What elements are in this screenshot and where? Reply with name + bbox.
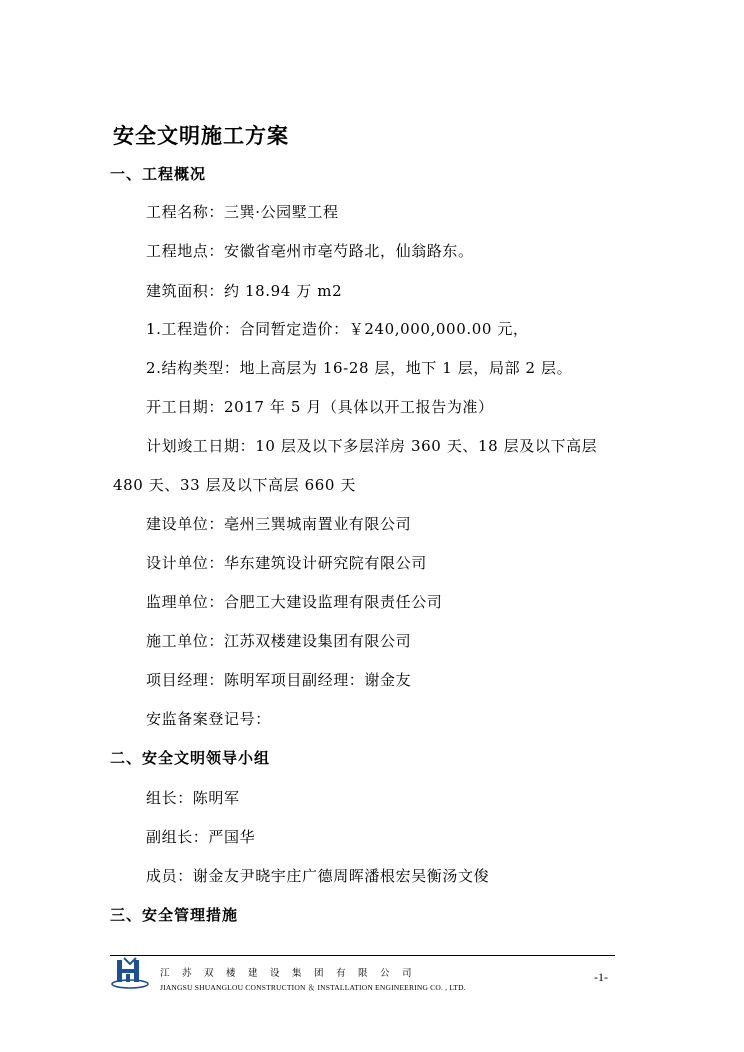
construction-unit-line: 施工单位：江苏双楼建设集团有限公司 — [146, 632, 412, 650]
section-heading-overview: 一、工程概况 — [110, 165, 207, 183]
start-date-line: 开工日期：2017 年 5 月（具体以开工报告为准） — [146, 398, 494, 416]
building-area-line: 建筑面积：约 18.94 万 m2 — [146, 282, 343, 300]
developer-line: 建设单位：亳州三巽城南置业有限公司 — [146, 515, 412, 533]
team-members-line: 成员：谢金友尹晓宇庄广德周晖潘根宏吴衡汤文俊 — [146, 867, 490, 885]
section-heading-leadership: 二、安全文明领导小组 — [110, 749, 271, 767]
completion-date-line: 计划竣工日期：10 层及以下多层洋房 360 天、18 层及以下高层 — [146, 437, 598, 455]
footer-divider — [110, 955, 615, 956]
project-location-line: 工程地点：安徽省亳州市亳芍路北，仙翁路东。 — [146, 242, 474, 260]
document-title: 安全文明施工方案 — [113, 124, 289, 148]
team-leader-line: 组长：陈明军 — [146, 789, 240, 807]
design-unit-line: 设计单位：华东建筑设计研究院有限公司 — [146, 554, 427, 572]
completion-date-continuation-line: 480 天、33 层及以下高层 660 天 — [113, 476, 357, 494]
safety-registration-line: 安监备案登记号： — [146, 710, 271, 728]
structure-type-line: 2.结构类型：地上高层为 16-28 层，地下 1 层，局部 2 层。 — [146, 359, 573, 377]
section-heading-safety-measures: 三、安全管理措施 — [110, 906, 239, 924]
footer-company-name-chinese: 江苏双楼建设集团有限公司 — [160, 968, 425, 979]
supervision-unit-line: 监理单位：合肥工大建设监理有限责任公司 — [146, 593, 443, 611]
project-name-line: 工程名称：三巽·公园墅工程 — [146, 203, 339, 221]
footer-company-name-english: JIANGSU SHUANGLOU CONSTRUCTION ＆ INSTALLATION ENGINEERING CO. , LTD. — [160, 983, 466, 992]
deputy-leader-line: 副组长：严国华 — [146, 828, 256, 846]
page-number: -1- — [594, 970, 608, 984]
project-manager-line: 项目经理：陈明军项目副经理：谢金友 — [146, 671, 412, 689]
company-logo-icon — [110, 956, 150, 990]
project-cost-line: 1.工程造价：合同暂定造价：￥240,000,000.00 元， — [146, 320, 529, 338]
